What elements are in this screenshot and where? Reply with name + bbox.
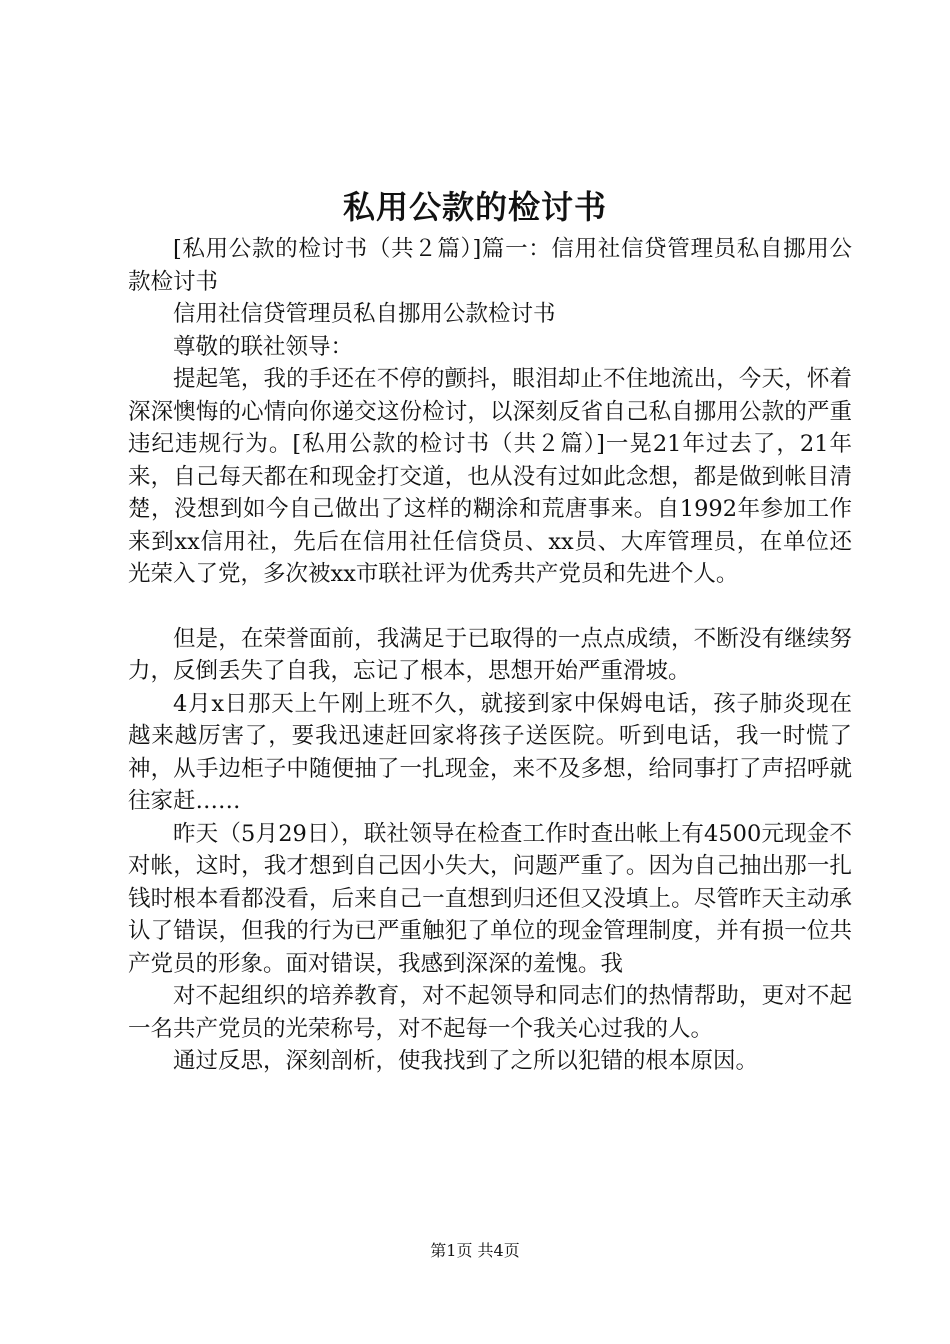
paragraph-body: 4月x日那天上午刚上班不久，就接到家中保姆电话，孩子肺炎现在越来越厉害了，要我迅速赶回家将孩子送医院。听到电话，我一时慌了神，从手边柜子中随便抽了一扎现金，来不及多想，给同事打了声招呼就往家赶……: [128, 690, 852, 814]
document-body: [128, 233, 852, 1078]
page-number: 第1页 共4页: [430, 1241, 520, 1260]
paragraph-subtitle: 信用社信贷管理员私自挪用公款检讨书: [173, 301, 556, 327]
paragraph-heading: [私用公款的检讨书（共２篇）]篇一：信用社信贷管理员私自挪用公款检讨书: [128, 236, 852, 295]
paragraph-body: 对不起组织的培养教育，对不起领导和同志们的热情帮助，更对不起一名共产党员的光荣称号，对不起每一个我关心过我的人。: [128, 983, 852, 1042]
paragraph-body: 但是，在荣誉面前，我满足于已取得的一点点成绩，不断没有继续努力，反倒丢失了自我，忘记了根本，思想开始严重滑坡。: [128, 625, 852, 684]
paragraph-salutation: 尊敬的联社领导：: [173, 333, 354, 360]
paragraph-body: 昨天（5月29日），联社领导在检查工作时查出帐上有4500元现金不对帐，这时，我才想到自己因小失大，问题严重了。因为自己抽出那一扎钱时根本看都没看，后来自己一直想到归还但又没填上。尽管昨天主动承认了错误，但我的行为已严重触犯了单位的现金管理制度，并有损一位共产党员的形象。面对错误，我感到深深的羞愧。我: [128, 820, 852, 977]
document-title: 私用公款的检讨书: [342, 188, 607, 226]
paragraph-body: 提起笔，我的手还在不停的颤抖，眼泪却止不住地流出，今天，怀着深深懊悔的心情向你递交这份检讨，以深刻反省自己私自挪用公款的严重违纪违规行为。[私用公款的检讨书（共２篇）]一晃21年过去了，21年来，自己每天都在和现金打交道，也从没有过如此念想，都是做到帐目清楚，没想到如今自己做出了这样的糊涂和荒唐事来。自1992年参加工作来到xx信用社，先后在信用社任信贷员、xx员、大库管理员，在单位还光荣入了党，多次被xx市联社评为优秀共产党员和先进个人。: [128, 366, 852, 587]
paragraph-body: 通过反思，深刻剖析，使我找到了之所以犯错的根本原因。: [173, 1048, 759, 1074]
